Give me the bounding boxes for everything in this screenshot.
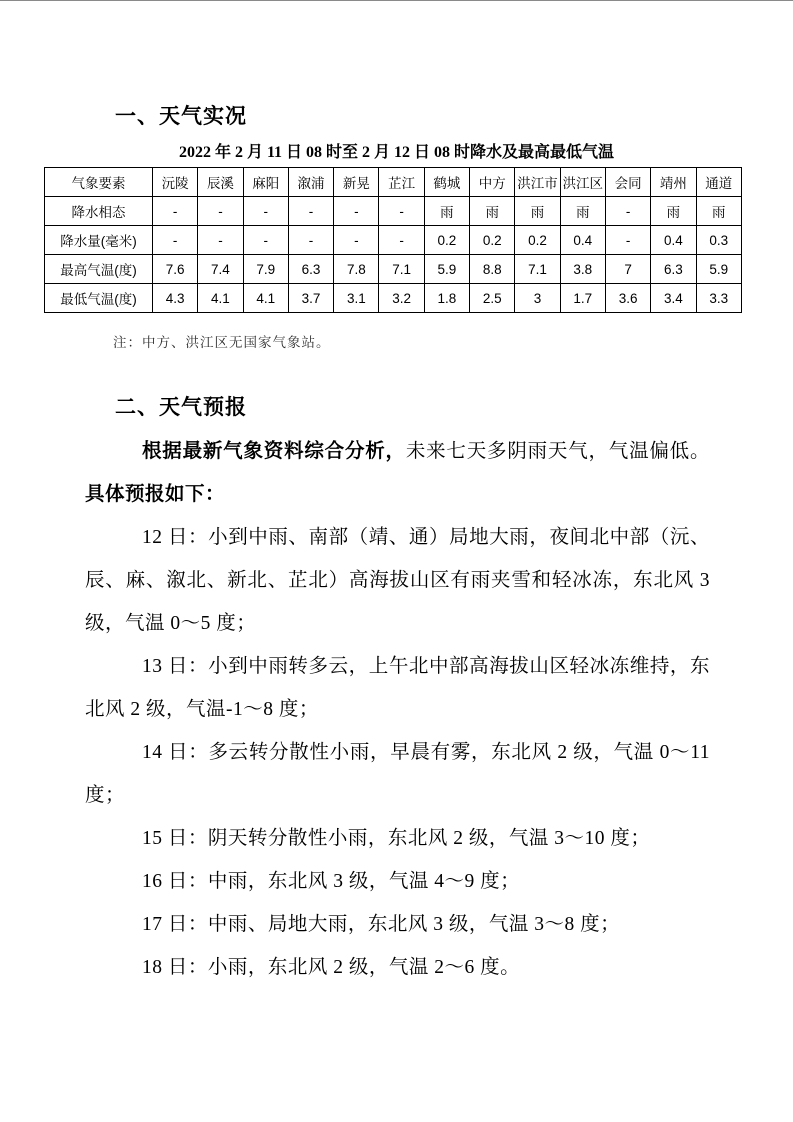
table-corner-header: 气象要素 (45, 168, 153, 197)
table-cell: 0.2 (424, 226, 469, 255)
table-row-label: 降水相态 (45, 197, 153, 226)
table-cell: 3.7 (288, 284, 333, 313)
table-station-header: 沅陵 (153, 168, 198, 197)
table-cell: 雨 (470, 197, 515, 226)
table-cell: 3.1 (334, 284, 379, 313)
table-cell: 雨 (560, 197, 605, 226)
table-cell: 4.1 (198, 284, 243, 313)
table-cell: 0.4 (560, 226, 605, 255)
table-cell: 7.9 (243, 255, 288, 284)
table-cell: 7.1 (515, 255, 560, 284)
table-cell: 3 (515, 284, 560, 313)
forecast-paragraph: 15 日：阴天转分散性小雨，东北风 2 级，气温 3～10 度； (142, 828, 651, 849)
table-caption: 2022 年 2 月 11 日 08 时至 2 月 12 日 08 时降水及最高最低气温 (178, 144, 615, 161)
table-cell: 雨 (515, 197, 560, 226)
table-cell: 7 (605, 255, 650, 284)
table-cell: 5.9 (424, 255, 469, 284)
table-cell: 5.9 (696, 255, 741, 284)
forecast-paragraph: 13 日：小到中雨转多云，上午北中部高海拔山区轻冰冻维持，东北风 2 级，气温-1～8 度； (85, 656, 710, 720)
table-cell: - (243, 197, 288, 226)
table-cell: 8.8 (470, 255, 515, 284)
table-cell: - (288, 197, 333, 226)
table-row (45, 226, 742, 255)
table-note: 注：中方、洪江区无国家气象站。 (113, 335, 331, 350)
table-row (45, 284, 742, 313)
table-cell: 3.8 (560, 255, 605, 284)
weather-table-head (45, 168, 742, 197)
table-cell: - (198, 197, 243, 226)
intro-tail-bold: 具体预报如下： (85, 483, 226, 505)
table-cell: - (243, 226, 288, 255)
weather-table (44, 167, 742, 313)
table-cell: 4.1 (243, 284, 288, 313)
table-cell: 3.3 (696, 284, 741, 313)
table-cell: - (153, 226, 198, 255)
table-cell: 6.3 (651, 255, 696, 284)
table-cell: 7.8 (334, 255, 379, 284)
table-station-header: 新晃 (334, 168, 379, 197)
table-cell: 雨 (696, 197, 741, 226)
intro-regular-text: 未来七天多阴雨天气，气温偏低。 (405, 441, 710, 462)
table-cell: 1.8 (424, 284, 469, 313)
table-cell: - (605, 197, 650, 226)
table-cell: 1.7 (560, 284, 605, 313)
table-row-label: 最低气温(度) (45, 284, 153, 313)
intro-lead-bold: 根据最新气象资料综合分析， (142, 440, 406, 462)
table-header-row (45, 168, 742, 197)
table-station-header: 芷江 (379, 168, 424, 197)
table-cell: - (379, 197, 424, 226)
table-station-header: 溆浦 (288, 168, 333, 197)
table-cell: 雨 (651, 197, 696, 226)
table-cell: 雨 (424, 197, 469, 226)
table-cell: 3.6 (605, 284, 650, 313)
section2-heading: 二、天气预报 (115, 396, 247, 419)
table-cell: 7.1 (379, 255, 424, 284)
table-station-header: 鹤城 (424, 168, 469, 197)
table-station-header: 靖州 (651, 168, 696, 197)
table-cell: 0.4 (651, 226, 696, 255)
table-cell: 3.4 (651, 284, 696, 313)
table-cell: - (153, 197, 198, 226)
page-top-border (0, 0, 793, 1)
table-cell: 6.3 (288, 255, 333, 284)
table-cell: 7.6 (153, 255, 198, 284)
table-cell: 2.5 (470, 284, 515, 313)
table-cell: - (605, 226, 650, 255)
table-station-header: 麻阳 (243, 168, 288, 197)
table-station-header: 辰溪 (198, 168, 243, 197)
forecast-paragraph: 14 日：多云转分散性小雨，早晨有雾，东北风 2 级，气温 0～11 度； (85, 742, 710, 806)
forecast-paragraph: 12 日：小到中雨、南部（靖、通）局地大雨，夜间北中部（沅、辰、麻、溆北、新北、芷北）高海拔山区有雨夹雪和轻冰冻，东北风 3 级，气温 0～5 度； (85, 527, 710, 634)
forecast-paragraph: 17 日：中雨、局地大雨，东北风 3 级，气温 3～8 度； (142, 914, 621, 935)
table-row-label: 最高气温(度) (45, 255, 153, 284)
table-station-header: 洪江区 (560, 168, 605, 197)
section1-heading: 一、天气实况 (115, 105, 247, 128)
table-cell: - (334, 226, 379, 255)
forecast-list (0, 516, 793, 989)
table-station-header: 洪江市 (515, 168, 560, 197)
table-cell: 7.4 (198, 255, 243, 284)
table-cell: 4.3 (153, 284, 198, 313)
table-cell: - (379, 226, 424, 255)
table-cell: 3.2 (379, 284, 424, 313)
weather-table-body (45, 197, 742, 313)
table-cell: - (334, 197, 379, 226)
forecast-paragraph: 16 日：中雨，东北风 3 级，气温 4～9 度； (142, 871, 521, 892)
intro-paragraph (85, 430, 710, 516)
table-row-label: 降水量(毫米) (45, 226, 153, 255)
table-station-header: 会同 (605, 168, 650, 197)
table-station-header: 通道 (696, 168, 741, 197)
table-cell: - (288, 226, 333, 255)
table-cell: - (198, 226, 243, 255)
table-cell: 0.2 (515, 226, 560, 255)
table-cell: 0.3 (696, 226, 741, 255)
table-cell: 0.2 (470, 226, 515, 255)
forecast-paragraph: 18 日：小雨，东北风 2 级，气温 2～6 度。 (142, 957, 521, 978)
forecast-body (0, 430, 793, 989)
table-station-header: 中方 (470, 168, 515, 197)
table-row (45, 255, 742, 284)
table-row (45, 197, 742, 226)
